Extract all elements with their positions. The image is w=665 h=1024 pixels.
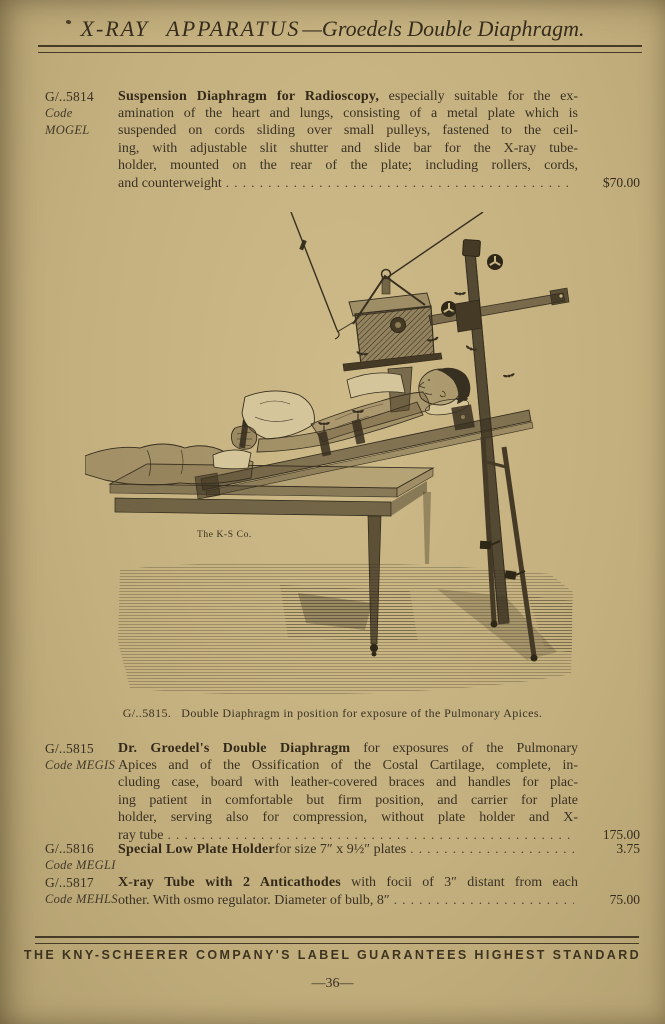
catalog-entry-5814 [45, 88, 640, 192]
dot-leader [394, 891, 574, 909]
catalog-number: G/..5815 [45, 741, 94, 756]
entry-description [118, 88, 640, 192]
footer-slogan: THE KNY-SCHEERER COMPANY'S LABEL GUARANTEES HIGHEST STANDARD [23, 948, 642, 962]
page-title-rest: —Groedels Double Diaphragm. [302, 16, 585, 41]
description-text: for size 7″ x 9½″ plates [274, 842, 407, 857]
catalog-number: G/..5816 [45, 841, 94, 856]
page-title [0, 16, 665, 42]
description-line [118, 874, 578, 891]
description-line: suspended on cords sliding over small pulleys, fastened to the ceil- [118, 123, 578, 139]
description-line: ing patient in comfortable but firm position, and carrier for plate [118, 792, 578, 808]
entry-description [118, 740, 640, 844]
entry-id-column [45, 874, 118, 909]
entry-id-column [45, 88, 118, 192]
description-text: and counterweight [118, 176, 222, 192]
description-text: especially suitable for the ex- [379, 89, 578, 104]
price: 175.00 [602, 827, 640, 843]
description-line: cluding case, board with leather-covered braces and handles for plac- [118, 775, 578, 791]
description-line: amination of the heart and lungs, consisting of a metal plate which is [118, 106, 578, 122]
figure-illustration [85, 212, 585, 707]
dot-leader [410, 840, 574, 858]
catalog-number: G/..5817 [45, 875, 94, 890]
description-line [118, 740, 578, 757]
dot-leader [226, 174, 574, 192]
price: 3.75 [616, 841, 640, 856]
item-name: Special Low Plate Holder [118, 842, 275, 857]
item-name: Dr. Groedel's Double Diaphragm [118, 741, 351, 756]
item-name: X-ray Tube with 2 Anticathodes [118, 875, 341, 890]
catalog-entry-5816 [45, 840, 640, 874]
price: $70.00 [602, 175, 640, 191]
catalog-entry-5815 [45, 740, 640, 844]
page-number: —36— [311, 976, 354, 991]
description-line: Apices and of the Ossification of the Costal Cartilage, complete, in- [118, 758, 578, 774]
catalog-entry-5817 [45, 874, 640, 909]
telegraph-code: Code MOGEL [45, 106, 90, 138]
figure-number: G/..5815. [122, 706, 172, 720]
figure-caption-text: Double Diaphragm in position for exposure of the Pulmonary Apices. [181, 706, 543, 720]
entry-description [118, 840, 640, 874]
catalog-number: G/..5814 [45, 89, 94, 104]
footer-rule [35, 936, 639, 944]
header-rule [38, 45, 642, 53]
figure [85, 212, 585, 707]
telegraph-code: Code MEGIS [45, 758, 115, 773]
description-line: holder, mounted on the rear of the plate; including rollers, cords, [118, 157, 578, 173]
page-title-caps: X-RAY APPARATUS [80, 16, 301, 41]
description-text: for exposures of the Pulmonary [350, 741, 578, 756]
entry-id-column [45, 740, 118, 844]
telegraph-code: Code MEHLS [45, 892, 118, 907]
item-name: Suspension Diaphragm for Radioscopy, [118, 89, 380, 104]
description-line [118, 88, 578, 105]
description-text: with focii of 3″ distant from each [340, 875, 578, 890]
description-last-line [118, 891, 640, 909]
description-text: ray tube [118, 828, 164, 844]
description-last-line [118, 840, 640, 858]
figure-caption [0, 706, 665, 721]
maker-mark: The K-S Co. [197, 530, 252, 540]
telegraph-code: Code MEGLI [45, 858, 116, 873]
description-line: ing, with adjustable slit shutter and slide bar for the X-ray tube- [118, 140, 578, 156]
description-line: holder, serving also for compression, without plate holder and X- [118, 809, 578, 825]
entry-description [118, 874, 640, 909]
price: 75.00 [609, 892, 640, 908]
description-last-line [118, 174, 640, 192]
description-text: other. With osmo regulator. Diameter of bulb, 8″ [118, 893, 390, 909]
entry-id-column [45, 840, 118, 874]
